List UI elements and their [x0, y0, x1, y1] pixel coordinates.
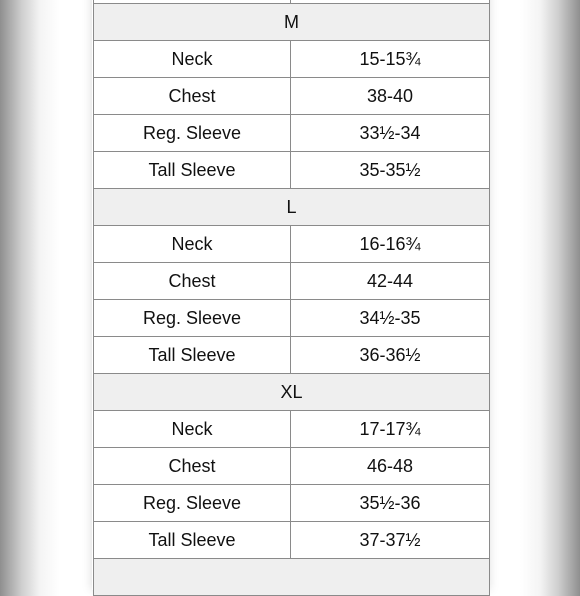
measure-label: Reg. Sleeve	[94, 300, 291, 337]
table-row	[94, 152, 490, 189]
table-row	[94, 115, 490, 152]
table-row	[94, 300, 490, 337]
table-row	[94, 448, 490, 485]
measure-value: 15-15¾	[291, 41, 490, 78]
measure-label: Tall Sleeve	[94, 337, 291, 374]
measure-label: Reg. Sleeve	[94, 485, 291, 522]
size-header-next-partial	[94, 559, 490, 596]
measure-label: Neck	[94, 411, 291, 448]
measure-label: Chest	[94, 78, 291, 115]
measure-label: Chest	[94, 448, 291, 485]
measure-label: Tall Sleeve	[94, 152, 291, 189]
table-cell-empty	[94, 559, 490, 596]
measure-value: 46-48	[291, 448, 490, 485]
table-row	[94, 411, 490, 448]
measure-value: 33½-34	[291, 115, 490, 152]
size-header-m	[94, 4, 490, 41]
table-row	[94, 78, 490, 115]
measure-label: Chest	[94, 263, 291, 300]
measure-value: 42-44	[291, 263, 490, 300]
size-label: XL	[94, 374, 490, 411]
measure-value: 34½-35	[291, 300, 490, 337]
size-label: M	[94, 4, 490, 41]
table-row	[94, 226, 490, 263]
measure-value: 35½-36	[291, 485, 490, 522]
measure-value: 17-17¾	[291, 411, 490, 448]
table-row	[94, 263, 490, 300]
table-row	[94, 337, 490, 374]
measure-label: Reg. Sleeve	[94, 115, 291, 152]
measure-value: 37-37½	[291, 522, 490, 559]
measure-value: 38-40	[291, 78, 490, 115]
table-row	[94, 522, 490, 559]
table-row	[94, 485, 490, 522]
size-header-xl	[94, 374, 490, 411]
size-label: L	[94, 189, 490, 226]
measure-value: 35-35½	[291, 152, 490, 189]
table-row	[94, 41, 490, 78]
size-chart-table	[93, 0, 490, 596]
measure-label: Neck	[94, 41, 291, 78]
measure-value: 36-36½	[291, 337, 490, 374]
measure-label: Neck	[94, 226, 291, 263]
measure-label: Tall Sleeve	[94, 522, 291, 559]
measure-value: 16-16¾	[291, 226, 490, 263]
size-header-l	[94, 189, 490, 226]
